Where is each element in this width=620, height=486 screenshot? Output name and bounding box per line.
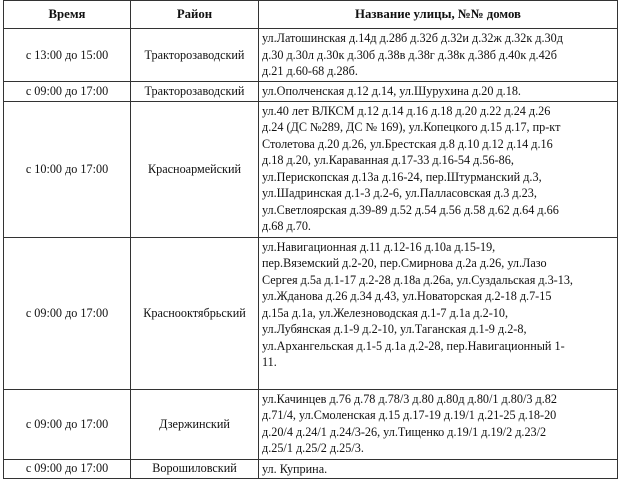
streets-cell <box>259 82 618 102</box>
streets-cell <box>259 237 618 389</box>
time-cell: с 09:00 до 17:00 <box>4 237 131 389</box>
street-line: ул.Качинцев д.76 д.78 д.78/3 д.80 д.80д д.80/1 д.80/3 д.82 <box>262 391 557 406</box>
street-line: д.21 д.60-68 д.28б. <box>262 64 358 78</box>
time-cell: с 09:00 до 17:00 <box>4 82 131 102</box>
district-cell: Краснооктябрьский <box>131 237 259 389</box>
outage-schedule <box>3 0 617 479</box>
time-cell: с 10:00 до 17:00 <box>4 101 131 237</box>
street-line: ул.40 лет ВЛКСМ д.12 д.14 д.16 д.18 д.20 д.22 д.24 д.26 <box>262 103 551 118</box>
street-line: ул.Лубянская д.1-9 д.2-10, ул.Таганская д.1-9 д.2-8, <box>262 322 527 336</box>
table-row <box>4 82 618 102</box>
street-line: ул.Ополченская д.12 д.14, ул.Шурухина д.20 д.18. <box>262 84 521 98</box>
table-row <box>4 237 618 389</box>
time-cell: с 09:00 до 17:00 <box>4 459 131 479</box>
district-cell: Красноармейский <box>131 101 259 237</box>
table-row <box>4 389 618 459</box>
street-line: ул.Светлоярская д.39-89 д.52 д.54 д.56 д.58 д.62 д.64 д.66 <box>262 202 559 217</box>
time-cell: с 09:00 до 17:00 <box>4 389 131 459</box>
street-line: д.24 (ДС №289, ДС № 169), ул.Копецкого д.15 д.17, пр-кт <box>262 120 561 134</box>
street-line: ул.Перископская д.13а д.16-24, пер.Штурманский д.3, <box>262 169 542 184</box>
district-cell: Дзержинский <box>131 389 259 459</box>
street-line: 11. <box>262 355 277 369</box>
outage-table <box>3 0 618 479</box>
street-line: д.71/4, ул.Смоленская д.15 д.17-19 д.19/1 д.21-25 д.18-20 <box>262 408 557 422</box>
header-time: Время <box>4 1 131 29</box>
street-line: д.68 д.70. <box>262 219 311 233</box>
street-line: ул.Навигационная д.11 д.12-16 д.10а д.15-19, <box>262 239 496 254</box>
streets-cell <box>259 459 618 479</box>
district-cell: Тракторозаводский <box>131 82 259 102</box>
district-cell: Тракторозаводский <box>131 29 259 82</box>
streets-cell <box>259 29 618 82</box>
street-line: д.30 д.30л д.30к д.30б д.38в д.38г д.38к д.38б д.40к д.42б <box>262 47 557 62</box>
streets-cell <box>259 101 618 237</box>
header-district: Район <box>131 1 259 29</box>
table-row <box>4 101 618 237</box>
header-street: Название улицы, №№ домов <box>259 1 618 29</box>
street-line: ул.Жданова д.26 д.34 д.43, ул.Новаторская д.2-18 д.7-15 <box>262 289 552 303</box>
street-line: пер.Вяземский д.2-20, пер.Смирнова д.2а д.26, ул.Лазо <box>262 256 547 270</box>
streets-cell <box>259 389 618 459</box>
street-line: д.25/1 д.25/2 д.25/3. <box>262 441 364 455</box>
street-line: ул.Архангельская д.1-5 д.1а д.2-28, пер.Навигационный 1- <box>262 338 565 353</box>
table-row <box>4 29 618 82</box>
street-line: д.18 д.20, ул.Караванная д.17-33 д.16-54 д.56-86, <box>262 153 514 167</box>
street-line: д.20/4 д.24/1 д.24/3-26, ул.Тищенко д.19/1 д.19/2 д.23/2 <box>262 424 547 439</box>
district-cell: Ворошиловский <box>131 459 259 479</box>
street-line: ул.Шадринская д.1-3 д.2-6, ул.Палласовская д.3 д.23, <box>262 186 537 200</box>
street-line: ул. Куприна. <box>262 461 328 476</box>
time-cell: с 13:00 до 15:00 <box>4 29 131 82</box>
street-line: ул.Латошинская д.14д д.28б д.32б д.32и д.32ж д.32к д.30д <box>262 31 563 45</box>
table-row <box>4 459 618 479</box>
street-line: Столетова д.20 д.26, ул.Брестская д.8 д.10 д.12 д.14 д.16 <box>262 136 553 151</box>
header-row <box>4 1 618 29</box>
street-line: Сергея д.5а д.1-17 д.2-28 д.18а д.26а, ул.Суздальская д.3-13, <box>262 272 573 287</box>
street-line: д.15а д.1а, ул.Железноводская д.1-7 д.1а д.2-10, <box>262 305 508 320</box>
